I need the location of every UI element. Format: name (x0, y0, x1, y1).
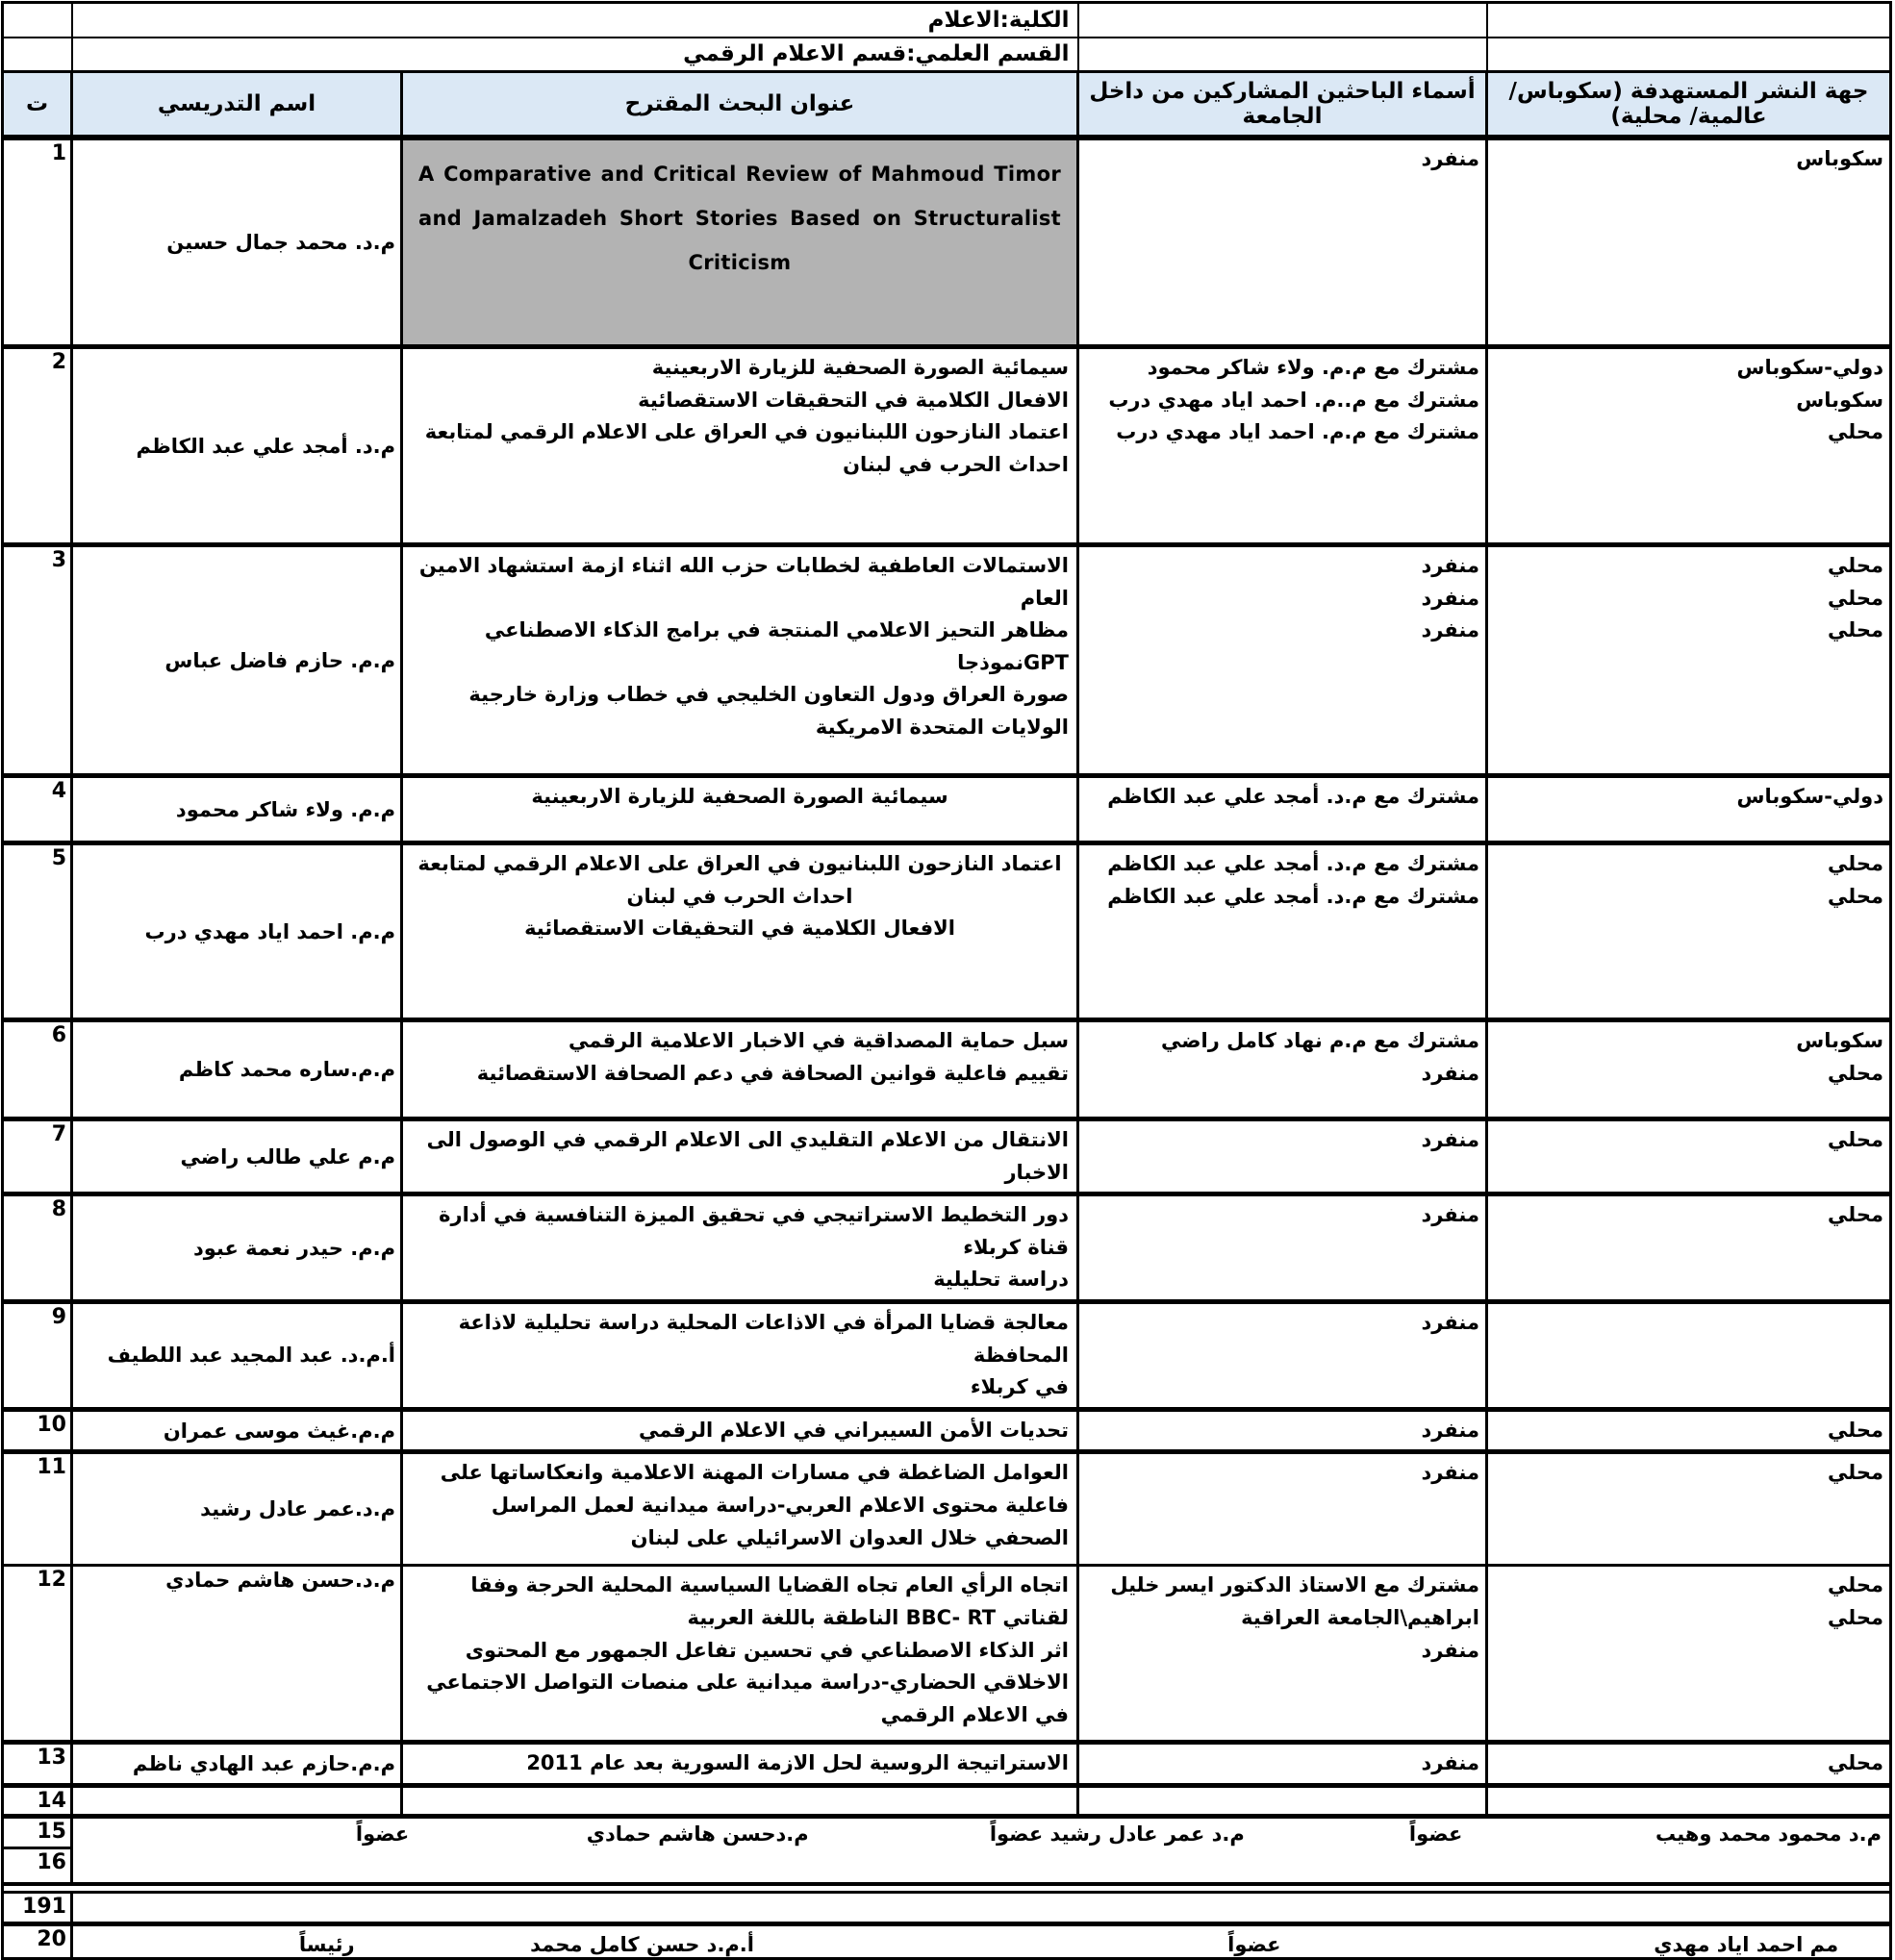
empty-cell (1078, 3, 1487, 38)
table-row (3, 843, 1891, 1020)
cell-no: 14 (3, 1785, 72, 1816)
empty-cell (1487, 38, 1891, 72)
cell-title: الاستمالات العاطفية لخطابات حزب الله اثناء ازمة استشهاد الامين العام مظاهر التحيز الاعلامي المنتجة في برامج الذكاء الاصطناعي GPTنموذجا صورة العراق ودول التعاون الخليجي في خطاب وزارة خارجية الولايات المتحدة الامريكية (402, 545, 1078, 776)
cell-researchers: منفرد (1078, 1301, 1487, 1409)
cell-researchers: مشترك مع الاستاذ الدكتور ايسر خليل ابراهيم\الجامعة العراقية منفرد (1078, 1566, 1487, 1743)
cell-researchers: منفرد (1078, 1194, 1487, 1302)
cell-no: 9 (3, 1301, 72, 1409)
cell-researchers: منفرد (1078, 1409, 1487, 1452)
cell-teacher: م.د. أمجد علي عبد الكاظم (72, 347, 402, 545)
college-row (3, 3, 1891, 38)
table-row (3, 1785, 1891, 1816)
cell-venue: محلي محلي محلي (1487, 545, 1891, 776)
cell-venue: دولي-سكوباس سكوباس محلي (1487, 347, 1891, 545)
cell-teacher (72, 1785, 402, 1816)
cell-title: A Comparative and Critical Review of Mahmoud Timor and Jamalzadeh Short Stories Based on Structuralist Criticism (402, 138, 1078, 347)
committee-row (3, 1816, 1891, 1847)
cell-teacher: م.م علي طالب راضي (72, 1119, 402, 1194)
column-header-no: ت (3, 72, 72, 138)
table-row (3, 1893, 1891, 1924)
cell-researchers: منفرد منفرد منفرد (1078, 545, 1487, 776)
cell-no: 1 (3, 138, 72, 347)
committee-members-line (72, 1816, 1891, 1884)
committee-member-name: أ.م.د حسن كامل محمد (530, 1933, 754, 1957)
cell-no: 6 (3, 1020, 72, 1119)
cell-researchers: مشترك مع م.م. ولاء شاكر محمود مشترك مع م..م. احمد اياد مهدي درب مشترك مع م.م. احمد اياد مهدي درب (1078, 347, 1487, 545)
committee-member-name: م.د محمود محمد وهيب (1655, 1822, 1882, 1846)
cell-researchers: منفرد (1078, 1743, 1487, 1786)
committee-member-role: عضواً (1408, 1822, 1463, 1846)
cell-title: الاستراتيجة الروسية لحل الازمة السورية بعد عام 2011 (402, 1743, 1078, 1786)
column-header-researchers: أسماء الباحثين المشاركين من داخل الجامعة (1078, 72, 1487, 138)
cell-venue: سكوباس (1487, 138, 1891, 347)
cell-researchers: منفرد (1078, 1452, 1487, 1566)
cell-teacher: م.م. ولاء شاكر محمود (72, 776, 402, 843)
cell-no: 16 (3, 1847, 72, 1884)
table-row (3, 1743, 1891, 1786)
cell-no: 4 (3, 776, 72, 843)
cell-researchers: مشترك مع م.م نهاد كامل راضي منفرد (1078, 1020, 1487, 1119)
table-row (3, 776, 1891, 843)
table-row (3, 545, 1891, 776)
cell-no: 5 (3, 843, 72, 1020)
table-row (3, 1409, 1891, 1452)
column-header-title: عنوان البحث المقترح (402, 72, 1078, 138)
empty-cell (1078, 38, 1487, 72)
table-row (3, 1301, 1891, 1409)
cell-researchers: مشترك مع م.د. أمجد علي عبد الكاظم (1078, 776, 1487, 843)
empty-cell (1487, 3, 1891, 38)
cell-venue: محلي (1487, 1194, 1891, 1302)
cell-venue: سكوباس محلي (1487, 1020, 1891, 1119)
cell-venue: محلي (1487, 1743, 1891, 1786)
cell-teacher: م.م.حازم عبد الهادي ناظم (72, 1743, 402, 1786)
cell-no: 12 (3, 1566, 72, 1743)
cell-teacher: م.م. حازم فاضل عباس (72, 545, 402, 776)
college-label: الكلية:الاعلام (72, 3, 1078, 38)
cell-title: تحديات الأمن السيبراني في الاعلام الرقمي (402, 1409, 1078, 1452)
cell-title: سيمائية الصورة الصحفية للزيارة الاربعينية (402, 776, 1078, 843)
column-header-teacher: اسم التدريسي (72, 72, 402, 138)
cell-teacher: أ.م.د. عبد المجيد عبد اللطيف (72, 1301, 402, 1409)
cell-teacher: م.م. احمد اياد مهدي درب (72, 843, 402, 1020)
chairman-line (72, 1924, 1891, 1959)
divider (3, 1884, 1891, 1893)
table-row (3, 1452, 1891, 1566)
cell-venue (1487, 1301, 1891, 1409)
column-header-venue: جهة النشر المستهدفة (سكوباس/ عالمية/ محلية) (1487, 72, 1891, 138)
cell-venue: محلي (1487, 1409, 1891, 1452)
cell-no: 3 (3, 545, 72, 776)
cell-teacher: م.د.عمر عادل رشيد (72, 1452, 402, 1566)
cell-teacher: م.د.حسن هاشم حمادي (72, 1566, 402, 1743)
cell-venue (1487, 1785, 1891, 1816)
committee-member-name: مم احمد اياد مهدي (1654, 1933, 1839, 1957)
cell-title: اتجاه الرأي العام تجاه القضايا السياسية المحلية الحرجة وفقا لقناتي BBC- RT الناطقة باللغة العربية اثر الذكاء الاصطناعي في تحسين تفاعل الجمهور مع المحتوى الاخلاقي الحضاري-دراسة ميدانية على منصات التواصل الاجتماعي في الاعلام الرقمي (402, 1566, 1078, 1743)
cell-venue: محلي (1487, 1119, 1891, 1194)
cell-no: 191 (3, 1893, 72, 1924)
cell-no: 2 (3, 347, 72, 545)
department-label: القسم العلمي:قسم الاعلام الرقمي (72, 38, 1078, 72)
empty-cell (3, 38, 72, 72)
cell-no: 11 (3, 1452, 72, 1566)
cell-title: الانتقال من الاعلام التقليدي الى الاعلام الرقمي في الوصول الى الاخبار (402, 1119, 1078, 1194)
cell-no: 8 (3, 1194, 72, 1302)
empty-cell (72, 1893, 1891, 1924)
empty-cell (3, 3, 72, 38)
committee-member-role: رئيساً (298, 1933, 355, 1957)
cell-no: 7 (3, 1119, 72, 1194)
cell-researchers: مشترك مع م.د. أمجد علي عبد الكاظم مشترك مع م.د. أمجد علي عبد الكاظم (1078, 843, 1487, 1020)
cell-no: 13 (3, 1743, 72, 1786)
cell-title (402, 1785, 1078, 1816)
cell-title: العوامل الضاغطة في مسارات المهنة الاعلامية وانعكاساتها على فاعلية محتوى الاعلام العربي-دراسة ميدانية لعمل المراسل الصحفي خلال العدوان الاسرائيلي على لبنان (402, 1452, 1078, 1566)
cell-researchers (1078, 1785, 1487, 1816)
cell-no: 10 (3, 1409, 72, 1452)
cell-teacher: م.م.ساره محمد كاظم (72, 1020, 402, 1119)
table-row (3, 138, 1891, 347)
cell-no: 15 (3, 1816, 72, 1847)
committee-member-role: عضواً (1227, 1933, 1281, 1957)
cell-researchers: منفرد (1078, 138, 1487, 347)
table-row (3, 1020, 1891, 1119)
header-row (3, 72, 1891, 138)
cell-venue: محلي (1487, 1452, 1891, 1566)
cell-venue: محلي محلي (1487, 843, 1891, 1020)
committee-member-name: م.د عمر عادل رشيد عضواً (989, 1822, 1245, 1846)
table-row (3, 347, 1891, 545)
cell-teacher: م.م. حيدر نعمة عبود (72, 1194, 402, 1302)
department-row (3, 38, 1891, 72)
cell-venue: محلي محلي (1487, 1566, 1891, 1743)
cell-title: دور التخطيط الاستراتيجي في تحقيق الميزة التنافسية في أدارة قناة كربلاء دراسة تحليلية (402, 1194, 1078, 1302)
cell-no: 20 (3, 1924, 72, 1959)
committee-member-role: عضواً (355, 1822, 410, 1846)
cell-title: سبل حماية المصداقية في الاخبار الاعلامية الرقمي تقييم فاعلية قوانين الصحافة في دعم الصحافة الاستقصائية (402, 1020, 1078, 1119)
cell-title: سيمائية الصورة الصحفية للزيارة الاربعينية الافعال الكلامية في التحقيقات الاستقصائية اعتماد النازحون اللبنانيون في العراق على الاعلام الرقمي لمتابعة احداث الحرب في لبنان (402, 347, 1078, 545)
chairman-row (3, 1924, 1891, 1959)
research-proposals-table (1, 1, 1892, 1960)
table-row (3, 1119, 1891, 1194)
committee-member-name: م.دحسن هاشم حمادي (586, 1822, 809, 1846)
cell-title: معالجة قضايا المرأة في الاذاعات المحلية دراسة تحليلية لاذاعة المحافظة في كربلاء (402, 1301, 1078, 1409)
table-row (3, 1566, 1891, 1743)
cell-teacher: م.م.غيث موسى عمران (72, 1409, 402, 1452)
cell-researchers: منفرد (1078, 1119, 1487, 1194)
divider-row (3, 1884, 1891, 1893)
cell-teacher: م.د. محمد جمال حسين (72, 138, 402, 347)
cell-title: اعتماد النازحون اللبنانيون في العراق على الاعلام الرقمي لمتابعة احداث الحرب في لبنان الافعال الكلامية في التحقيقات الاستقصائية (402, 843, 1078, 1020)
table-row (3, 1194, 1891, 1302)
cell-venue: دولي-سكوباس (1487, 776, 1891, 843)
